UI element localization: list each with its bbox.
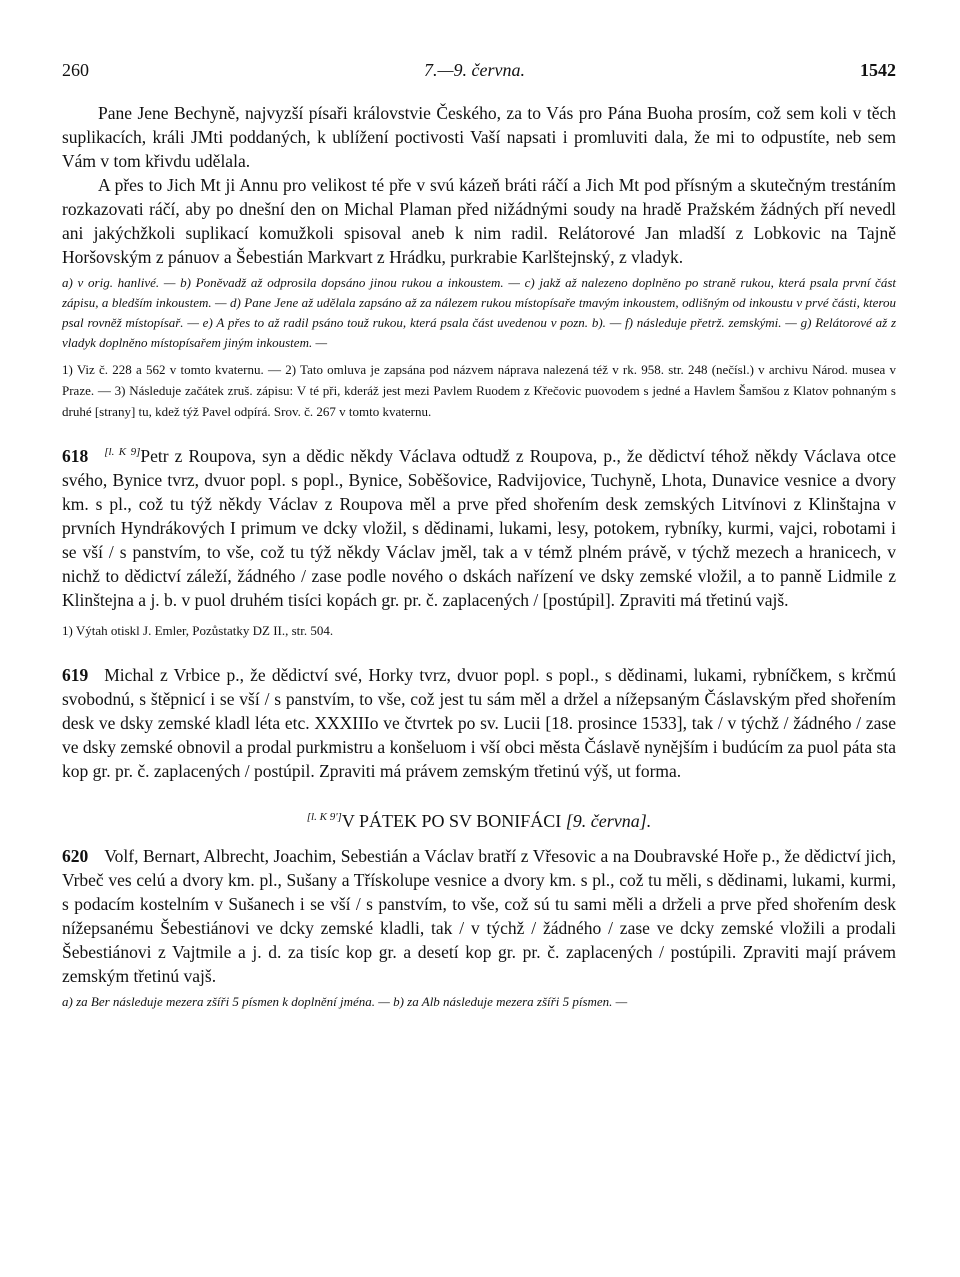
entry-notes: a) za Ber následuje mezera zšíři 5 písmen k doplnění jména. — b) za Alb následuje mezera zšíři 5 písmen. — [62, 994, 628, 1009]
entry-text: Michal z Vrbice p., že dědictví své, Horky tvrz, dvuor popl. s popl., s dědinami, lukami, rybníčkem, s krčmú svobodnú, s štěpnicí i se vší / s panstvím, to vše, což jest tu sám měl a držel a nížepsaným Čáslavským před shořením desk ve dsky zemské kladl léta etc. XXXIIIo ve čtvrtek po sv. Lucii [18. prosince 1533], tak / v týchž / žádného / zase ve dsky zemské obnovil a prodal purkmistru a konšeluom i vší obci města Čáslavě nynějším i budúcím za puol páta sta kop gr. pr. č. zaplacených / postúpil. Zpraviti má právem zemským třetinú výš, ut forma. [62, 665, 897, 781]
entry-range: 1542 [859, 60, 896, 80]
folio-reference: [l. K 9'] [306, 811, 342, 823]
day-date: [9. června]. [565, 811, 652, 831]
entry-number: 619 [62, 665, 89, 685]
folio-reference: [l. K 9] [104, 446, 141, 459]
day-heading [62, 811, 896, 832]
day-title: V PÁTEK PO SV BONIFÁCI [341, 811, 562, 831]
entry-620 [62, 844, 896, 1012]
apology-paragraph: Pane Jene Bechyně, najvyzší písaři královstvie Českého, za to Vás pro Pána Buoha prosím, což sem koli v těch suplikacích, králi JMti poddaných, k ublížení poctivosti Vaší napsati i promluviti dala, že mi to odpustíte, neb sem Vám v tom křivdu udělala. [62, 103, 896, 171]
entry-618 [62, 444, 896, 641]
textual-notes: a) v orig. hanlivé. — b) Poněvadž až odprosila dopsáno jinou rukou a inkoustem. — c) jakž až nalezeno doplněno po straně rukou, která psala první část zápisu, a bledším inkoustem. — d) Pane Jene až udělala zapsáno až za nálezem rukou místopísaře tmavým inkoustem, odlišným od inkoustu v prvé části, kterou psal rovněž místopísař. — e) A přes to až radil psáno touž rukou, která psala část uvedenou v pozn. b). — f) následuje přetrž. zemskými. — g) Relátorové až z vladyk doplněno místopísařem jiným inkoustem. — [62, 275, 896, 350]
entry-text: Volf, Bernart, Albrecht, Joachim, Sebestián a Václav bratří z Vřesovic a na Doubravské Hoře p., že dědictví jich, Vrbeč ves celú a dvory km. pl., Sušany a Třískolupe vesnice a dvory km. s pl., což tu měli, s dědinami, lukami, kurmi, s podacím kostelním v Sušanech i se vší / s panstvím, to vše, což sú tu sami měli a drželi a prve před shořením desk nížepsanému Šebestiánovi ve dcky zemské kladli, tak / v týchž / žádného / zase ve dcky zemské vložili a prodali Šebestiánovi z Vajtmile a j. d. za tisíc kop gr. a desetí kop gr. pr. č. zaplacených / postúpili. Zpraviti mají právem zemským třetinú vajš. [62, 846, 896, 986]
ruling-paragraph: A přes to Jich Mt ji Annu pro velikost té pře v svú kázeň bráti ráčí a Jich Mt pod přísným a skutečným trestáním rozkazovati ráčí, aby po dnešní den on Michal Plaman před nižádnými soudy na hradě Pražském žádných pří nevedl ani jakýchžkoli suplikací komužkoli spisoval aneb k nim radil. Relátorové Jan mladší z Lobkovic na Tajně Horšovským z pánuov a Šebestián Markvart z Hrádku, purkrabie Karlštejnský, z vladyk. [62, 175, 896, 267]
entry-footnote: 1) Výtah otiskl J. Emler, Pozůstatky DZ II., str. 504. [62, 623, 334, 638]
running-title: 7.—9. června. [424, 60, 525, 80]
document-page [62, 60, 896, 1012]
page-header [62, 60, 896, 81]
entry-619 [62, 663, 896, 783]
entry-number: 618 [62, 446, 89, 466]
entry-number: 620 [62, 846, 89, 866]
entry-text: Petr z Roupova, syn a dědic někdy Václava odtudž z Roupova, p., že dědictví téhož někdy Václava otce svého, Bynice tvrz, dvuor popl. s popl., Bynice, Soběšovice, Radvijovice, Tuchyně, Lhota, Dunavice vesnice a dvory km. s pl., což tu týž někdy Václav z Roupova měl a prve před shořením desk zemských Litvínovi z Klinštajna v prvních Hyndrákových I primum ve dcky vložil, s dědinami, lukami, lesy, potokem, rybníky, kurmi, vajci, robotami i se vší / s panstvím, to vše, což tu týž někdy Václav jměl, tak a v témž plném právě, v týchž mezech a hranicech, v nichž to dědictví záleží, žádného / zase podle nového o dskách nařízení ve dsky zemské vložil, a to panně Lidmile z Klinštejna a j. b. v puol druhém tisíci kopách gr. pr. č. zaplacených / [postúpil]. Zpraviti má třetinú vajš. [62, 446, 896, 610]
footnotes: 1) Viz č. 228 a 562 v tomto kvaternu. — 2) Tato omluva je zapsána pod názvem náprava nalezená též v rk. 958. str. 248 (nečísl.) v archivu Národ. musea v Praze. — 3) Následuje začátek zruš. zápisu: V té při, kderáž jest mezi Pavlem Ruodem z Křečovic puovodem s jedné a Havlem Šamšou z Klatov pohnaným s druhé [strany] tu, kdež týž Pavel odpírá. Srov. č. 267 v tomto kvaternu. [62, 362, 896, 419]
page-number: 260 [62, 60, 89, 80]
